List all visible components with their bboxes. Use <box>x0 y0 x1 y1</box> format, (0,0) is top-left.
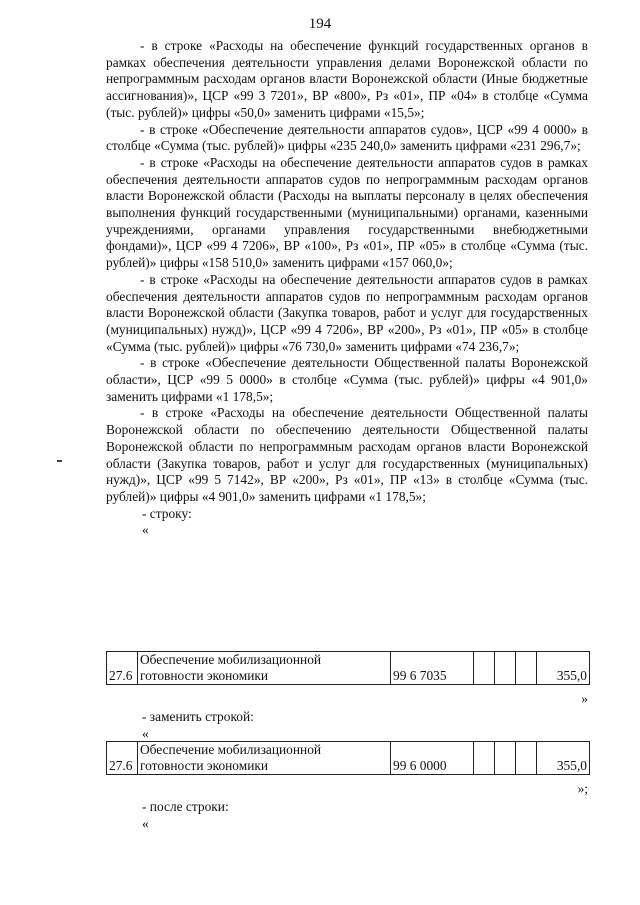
new-row-table <box>106 741 590 775</box>
row-empty-cell <box>474 742 495 775</box>
row-empty-cell <box>495 742 516 775</box>
page-number: 194 <box>308 16 332 32</box>
paragraph-5: - в строке «Обеспечение деятельности Общественной палаты Воронежской области», ЦСР «99 5 0000» в столбце «Сумма (тыс. рублей)» цифры «4 901,0» заменить цифрами «1 178,5»; <box>106 355 588 404</box>
replace-label: - заменить строкой: <box>142 709 254 724</box>
paragraph-2: - в строке «Обеспечение деятельности аппаратов судов», ЦСР «99 4 0000» в столбце «Сумма (тыс. рублей)» цифры «235 240,0» заменить цифрами «231 296,7»; <box>106 121 588 154</box>
open-quote-3: « <box>142 815 149 831</box>
document-body <box>106 38 588 539</box>
row-sum: 355,0 <box>537 742 590 775</box>
open-quote-2: « <box>142 725 149 741</box>
row-name <box>138 742 391 775</box>
paragraph-3: - в строке «Расходы на обеспечение деятельности аппаратов судов в рамках обеспечения деятельности аппаратов судов по непрограммным расходам органов власти Воронежской области (Расходы на выплаты персоналу в целях обеспечения выполнения функций государственными (муниципальными) органами, казенными учреждениями, органами управления государственными внебюджетными фондами)», ЦСР «99 4 7206», ВР «100», Рз «01», ПР «05» в столбце «Сумма (тыс. рублей)» цифры «158 510,0» заменить цифрами «157 060,0»; <box>106 154 588 271</box>
row-name <box>138 652 391 685</box>
row-number: 27.6 <box>107 652 138 685</box>
row-name-line-1: Обеспечение мобилизационной <box>140 652 322 667</box>
row-code: 99 6 0000 <box>391 742 474 775</box>
row-empty-cell <box>516 652 537 685</box>
table-row <box>107 742 590 775</box>
row-sum: 355,0 <box>537 652 590 685</box>
row-code: 99 6 7035 <box>391 652 474 685</box>
open-quote-1: « <box>142 522 149 538</box>
row-name-line-2: готовности экономики <box>140 668 269 683</box>
table-row <box>107 652 590 685</box>
close-quote-1: » <box>581 691 588 706</box>
close-quote-2: »; <box>577 781 588 796</box>
replace-block <box>106 709 588 742</box>
row-name-line-2: готовности экономики <box>140 758 269 773</box>
after-label: - после строки: <box>142 799 229 814</box>
row-name-line-1: Обеспечение мобилизационной <box>140 742 322 757</box>
row-empty-cell <box>495 652 516 685</box>
row-empty-cell <box>516 742 537 775</box>
paragraph-6: - в строке «Расходы на обеспечение деятельности Общественной палаты Воронежской области по обеспечению деятельности Общественной палаты Воронежской области по непрограммным расходам органов власти Воронежской области (Закупка товаров, работ и услуг для государственных (муниципальных) нужд)», ЦСР «99 5 7142», ВР «200», Рз «01», ПР «13» в столбце «Сумма (тыс. рублей)» цифры «4 901,0» заменить цифрами «1 178,5»; <box>106 405 588 504</box>
row-empty-cell <box>474 652 495 685</box>
row-number: 27.6 <box>107 742 138 775</box>
paragraph-4: - в строке «Расходы на обеспечение деятельности аппаратов судов в рамках обеспечения деятельности аппаратов судов по непрограммным расходам органов власти Воронежской области (Закупка товаров, работ и услуг для государственных (муниципальных) нужд)», ЦСР «99 4 7206», ВР «200», Рз «01», ПР «05» в столбце «Сумма (тыс. рублей)» цифры «76 730,0» заменить цифрами «74 236,7»; <box>106 271 588 354</box>
margin-mark <box>57 460 62 462</box>
row-label: - строку: <box>142 505 192 521</box>
old-row-table <box>106 651 590 685</box>
after-block <box>106 799 588 832</box>
paragraph-1: - в строке «Расходы на обеспечение функций государственных органов в рамках обеспечения деятельности управления делами Воронежской области по непрограммным расходам органов власти Воронежской области (Иные бюджетные ассигнования)», ЦСР «99 3 7201», ВР «800», Рз «01», ПР «04» в столбце «Сумма (тыс. рублей)» цифры «50,0» заменить цифрами «15,5»; <box>106 38 588 120</box>
